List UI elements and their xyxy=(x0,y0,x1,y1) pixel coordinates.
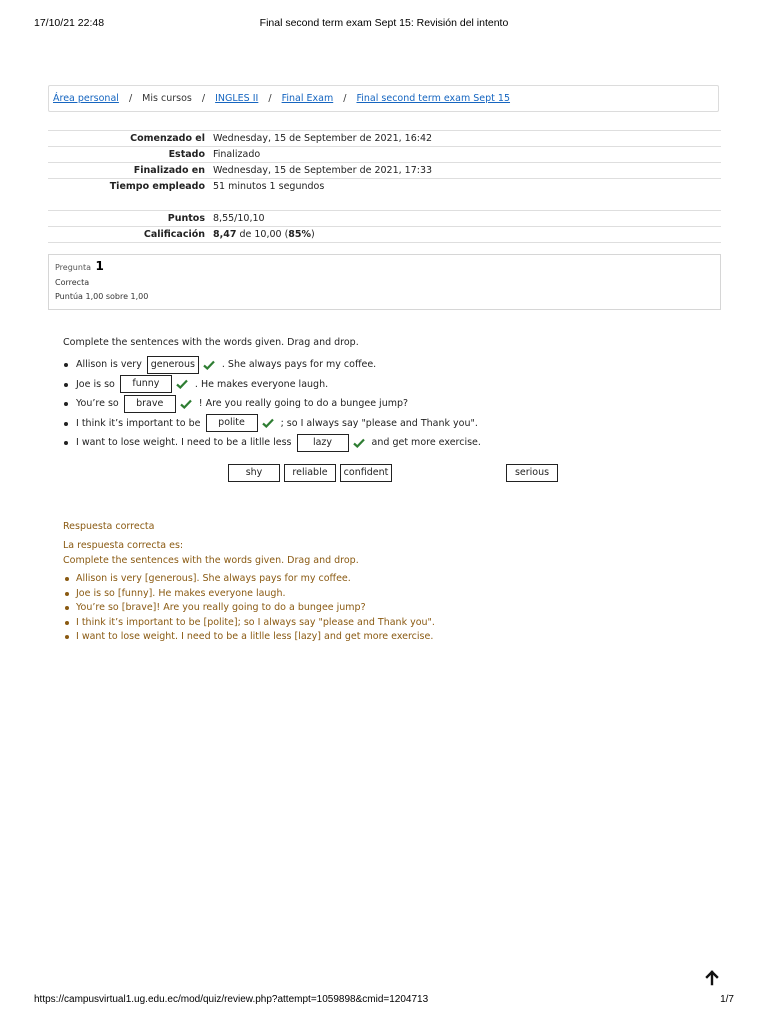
question-prompt: Complete the sentences with the words given. Drag and drop. xyxy=(63,337,359,348)
check-icon xyxy=(176,379,188,389)
sentence-item xyxy=(62,394,481,414)
correct-answer-feedback xyxy=(63,519,723,645)
feedback-item: I want to lose weight. I need to be a litlle less [lazy] and get more exercise. xyxy=(62,630,723,645)
summary-row-grade xyxy=(48,227,721,243)
summary-value: 8,55/10,10 xyxy=(213,211,721,227)
check-icon xyxy=(262,418,274,428)
sentence-item xyxy=(62,414,481,434)
feedback-list xyxy=(62,572,723,645)
summary-row-time-taken xyxy=(48,179,721,211)
question-number-value: 1 xyxy=(95,259,104,273)
question-label: Pregunta xyxy=(55,263,91,272)
print-footer xyxy=(0,994,768,1008)
breadcrumb-section-link[interactable]: Final Exam xyxy=(281,93,334,104)
drag-choice-confident[interactable]: confident xyxy=(340,464,392,482)
breadcrumb-separator: / xyxy=(128,93,133,104)
question-grade: Puntúa 1,00 sobre 1,00 xyxy=(55,292,149,301)
drop-zone[interactable]: lazy xyxy=(297,434,349,452)
sentence-list xyxy=(62,355,481,453)
summary-label: Estado xyxy=(48,147,213,163)
summary-value: 51 minutos 1 segundos xyxy=(213,179,721,211)
sentence-after: . She always pays for my coffee. xyxy=(221,359,377,370)
summary-label: Finalizado en xyxy=(48,163,213,179)
check-icon xyxy=(203,360,215,370)
summary-label: Calificación xyxy=(48,227,213,243)
summary-label: Tiempo empleado xyxy=(48,179,213,211)
feedback-item: You’re so [brave]! Are you really going to do a bungee jump? xyxy=(62,601,723,616)
summary-value: Wednesday, 15 de September de 2021, 16:42 xyxy=(213,131,721,147)
feedback-item: Allison is very [generous]. She always pays for my coffee. xyxy=(62,572,723,587)
breadcrumb-my-courses: Mis cursos xyxy=(142,93,192,104)
summary-value: Wednesday, 15 de September de 2021, 17:33 xyxy=(213,163,721,179)
sentence-before: I want to lose weight. I need to be a litlle less xyxy=(76,437,292,449)
summary-row-started xyxy=(48,131,721,147)
summary-label: Puntos xyxy=(48,211,213,227)
sentence-item xyxy=(62,355,481,375)
back-to-top-button[interactable] xyxy=(700,966,724,990)
attempt-summary-table xyxy=(48,130,721,243)
feedback-prompt: Complete the sentences with the words given. Drag and drop. xyxy=(63,555,359,566)
breadcrumb-separator: / xyxy=(343,93,347,104)
drop-zone[interactable]: polite xyxy=(206,414,258,432)
grade-close: ) xyxy=(311,229,315,240)
sentence-after: and get more exercise. xyxy=(371,437,481,449)
summary-value: Finalizado xyxy=(213,147,721,163)
print-page-number: 1/7 xyxy=(720,994,734,1005)
sentence-after: ; so I always say "please and Thank you". xyxy=(280,417,478,429)
summary-row-marks xyxy=(48,211,721,227)
arrow-up-icon xyxy=(700,966,724,990)
summary-row-state xyxy=(48,147,721,163)
breadcrumb-separator: / xyxy=(268,93,272,104)
grade-value: 8,47 xyxy=(213,229,237,240)
sentence-after: ! Are you really going to do a bungee jump? xyxy=(198,398,409,410)
drag-choice-shy[interactable]: shy xyxy=(228,464,280,482)
summary-value xyxy=(213,227,721,243)
question-number xyxy=(55,259,714,273)
sentence-before: I think it’s important to be xyxy=(76,417,201,429)
question-info-box xyxy=(48,254,721,310)
feedback-item: Joe is so [funny]. He makes everyone laugh. xyxy=(62,587,723,602)
feedback-item: I think it’s important to be [polite]; so I always say "please and Thank you". xyxy=(62,616,723,631)
drag-choice-reliable[interactable]: reliable xyxy=(284,464,336,482)
sentence-item xyxy=(62,375,481,395)
feedback-intro: La respuesta correcta es: xyxy=(63,540,184,551)
print-url: https://campusvirtual1.ug.edu.ec/mod/quiz/review.php?attempt=1059898&cmid=1204713 xyxy=(34,994,429,1005)
summary-label: Comenzado el xyxy=(48,131,213,147)
print-header xyxy=(0,17,768,31)
drop-zone[interactable]: generous xyxy=(147,356,199,374)
drop-zone[interactable]: funny xyxy=(120,375,172,393)
summary-row-finished xyxy=(48,163,721,179)
sentence-before: You’re so xyxy=(76,398,119,410)
check-icon xyxy=(353,438,365,448)
sentence-after: . He makes everyone laugh. xyxy=(194,378,329,390)
grade-out-of: de 10,00 ( xyxy=(236,229,289,240)
breadcrumb-separator: / xyxy=(201,93,206,104)
breadcrumb xyxy=(48,85,719,112)
check-icon xyxy=(180,399,192,409)
grade-percent: 85% xyxy=(288,229,312,240)
breadcrumb-course-link[interactable]: INGLES II xyxy=(215,93,259,104)
drag-choice-serious[interactable]: serious xyxy=(506,464,558,482)
sentence-item xyxy=(62,433,481,453)
print-datetime: 17/10/21 22:48 xyxy=(34,17,105,29)
sentence-before: Joe is so xyxy=(76,378,115,390)
drop-zone[interactable]: brave xyxy=(124,395,176,413)
question-state: Correcta xyxy=(55,278,90,287)
breadcrumb-quiz-link[interactable]: Final second term exam Sept 15 xyxy=(356,93,511,104)
feedback-heading: Respuesta correcta xyxy=(63,521,155,532)
breadcrumb-home-link[interactable]: Área personal xyxy=(53,93,119,104)
sentence-before: Allison is very xyxy=(76,359,142,370)
print-document-title: Final second term exam Sept 15: Revisión del intento xyxy=(259,17,509,29)
